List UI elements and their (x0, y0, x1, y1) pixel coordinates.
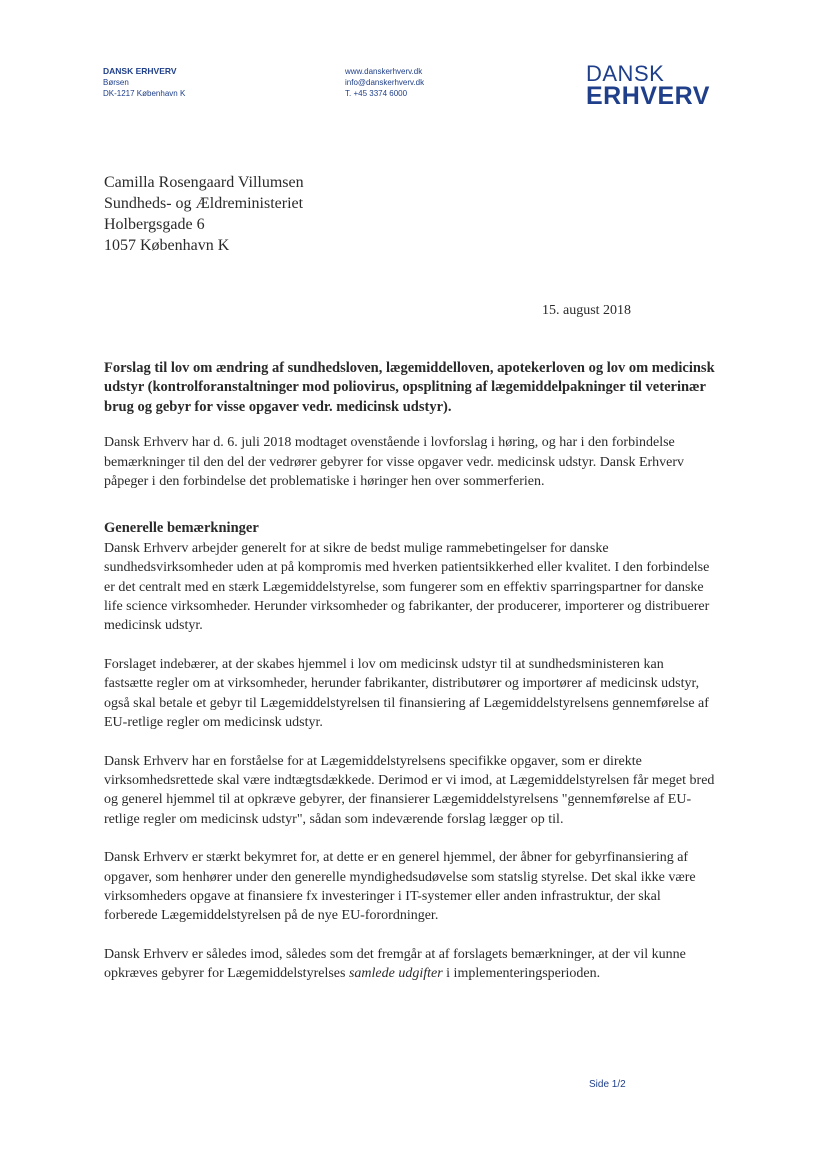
logo-line2: ERHVERV (586, 82, 710, 110)
phone-text: T. +45 3374 6000 (345, 89, 408, 98)
paragraph-5-before: Dansk Erhverv er således imod, således som det fremgår at af forslagets bemærkninger, at der vil kunne opkræves gebyrer for Lægemiddelstyrelses (104, 946, 686, 982)
letter-body (104, 359, 716, 1003)
recipient-address (104, 172, 304, 256)
dansk-erhverv-logo (586, 61, 710, 110)
section-heading: Generelle bemærkninger (104, 520, 259, 537)
sender-address-line1: Børsen (103, 78, 129, 87)
recipient-name: Camilla Rosengaard Villumsen (104, 174, 304, 191)
logo-line1: DANSK (586, 61, 665, 86)
recipient-organization: Sundheds- og Ældreministeriet (104, 195, 304, 212)
paragraph-5-after: i implementeringsperioden. (442, 966, 601, 982)
paragraph-1: Dansk Erhverv arbejder generelt for at sikre de bedst mulige rammebetingelser for danske sundhedsvirksomheder uden at på kompromis med hverken patientsikkerhed eller kvalitet. I den forbindelse er det centralt med en stærk Lægemiddelstyrelse, som fungerer som en effektiv sparringspartner for danske life science virksomheder. Herunder virksomheder og fabrikanter, der producerer, importerer og distribuerer medicinsk udstyr. (104, 540, 710, 634)
intro-paragraph: Dansk Erhverv har d. 6. juli 2018 modtaget ovenstående i lovforslag i høring, og har i den forbindelse bemærkninger til den del der vedrører gebyrer for visse opgaver vedr. medicinsk udstyr. Dansk Erhverv påpeger i den forbindelse det problematiske i høringer hen over sommerferien. (104, 435, 685, 490)
paragraph-4: Dansk Erhverv er stærkt bekymret for, at dette er en generel hjemmel, der åbner for gebyrfinansiering af opgaver, som henhører under den generelle myndighedsudøvelse som statslig styrelse. Det skal ikke være virksomheders opgave at finansiere fx investeringer i IT-systemer eller anden infrastruktur, der skal forberede Lægemiddelstyrelsen på de nye EU-forordninger. (104, 850, 696, 924)
sender-address-line2: DK-1217 København K (103, 89, 186, 98)
paragraph-5 (104, 945, 716, 984)
website-text: www.danskerhverv.dk (345, 67, 423, 76)
recipient-city: 1057 København K (104, 237, 230, 254)
email-text: info@danskerhverv.dk (345, 78, 425, 87)
paragraph-2: Forslaget indebærer, at der skabes hjemmel i lov om medicinsk udstyr til at sundhedsministeren kan fastsætte regler om at virksomheder, herunder fabrikanter, distributører og importører af medicinsk udstyr, også skal betale et gebyr til Lægemiddelstyrelsen til finansiering af Lægemiddelstyrelsens gennemførelse af EU-retlige regler om medicinsk udstyr. (104, 656, 709, 731)
page-number: Side 1/2 (589, 1079, 626, 1090)
letter-date: 15. august 2018 (542, 303, 632, 318)
letterhead-sender (103, 66, 185, 99)
sender-org-name: DANSK ERHVERV (103, 66, 177, 76)
recipient-street: Holbergsgade 6 (104, 216, 205, 233)
subject-heading: Forslag til lov om ændring af sundhedsloven, lægemiddelloven, apotekerloven og lov om medicinsk udstyr (kontrolforanstaltninger mod poliovirus, opsplitning af lægemiddelpakninger til veterinær brug og gebyr for visse opgaver vedr. medicinsk udstyr). (104, 360, 715, 415)
paragraph-3: Dansk Erhverv har en forståelse for at Lægemiddelstyrelsens specifikke opgaver, som er direkte virksomhedsrettede skal være indtægtsdækkede. Derimod er vi imod, at Lægemiddelstyrelsen får meget bred og generel hjemmel til at opkræve gebyrer, der finansierer Lægemiddelstyrelsens "gennemførelse af EU-retlige regler om medicinsk udstyr", sådan som indeværende forslag lægger op til. (104, 753, 715, 827)
letterhead-contact (345, 66, 424, 99)
paragraph-5-emphasis: samlede udgifter (348, 966, 443, 982)
